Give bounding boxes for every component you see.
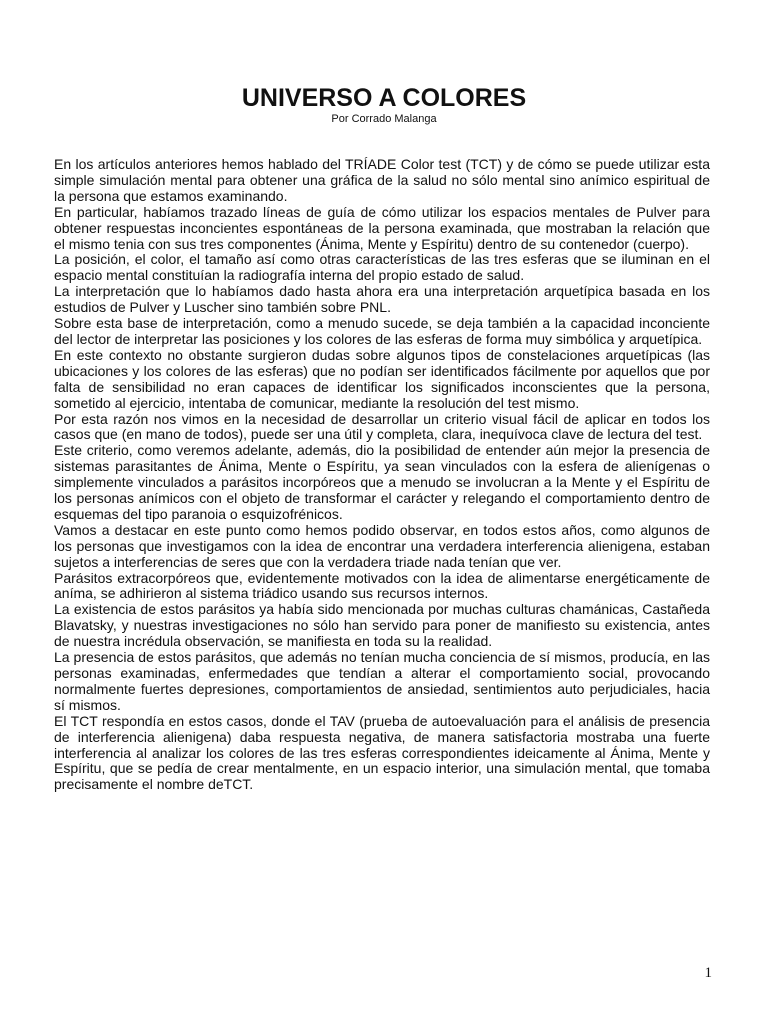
paragraph: Por esta razón nos vimos en la necesidad de desarrollar un criterio visual fácil de aplicar en todos los casos que (en mano de todos), puede ser una útil y completa, clara, inequívoca clave de lectura del test. <box>54 410 710 443</box>
paragraph: Este criterio, como veremos adelante, además, dio la posibilidad de entender aún mejor la presencia de sistemas parasitantes de Ánima, Mente o Espíritu, ya sean vinculados con la esfera de alienígenas o simplemente vinculados a parásitos incorpóreos que a menudo se involucran a la Mente y el Espíritu de los personas anímicos con el objeto de transformar el carácter y relegando el comportamiento dentro de esquemas del tipo paranoia o esquizofrénicos. <box>54 442 710 522</box>
paragraph: Sobre esta base de interpretación, como a menudo sucede, se deja también a la capacidad inconciente del lector de interpretar las posiciones y los colores de las esferas de forma muy simbólica y arquetípica. <box>54 315 710 347</box>
document-author: Por Corrado Malanga <box>331 113 437 125</box>
document-body <box>54 157 710 793</box>
paragraph: La existencia de estos parásitos ya había sido mencionada por muchas culturas chamánicas, Castañeda Blavatsky, y nuestras investigaciones no sólo han servido para poner de manifiesto su existencia, antes de nuestra incrédula observación, se manifiesta en toda su la realidad. <box>54 601 710 650</box>
page-number: 1 <box>704 965 712 981</box>
paragraph: Vamos a destacar en este punto como hemos podido observar, en todos estos años, como algunos de los personas que investigamos con la idea de encontrar una verdadera interferencia alienigena, estaban sujetos a interferencias de seres que con la verdadera triade nada tenían que ver. <box>54 521 710 570</box>
paragraph: Parásitos extracorpóreos que, evidentemente motivados con la idea de alimentarse energéticamente de aníma, se adhirieron al sistema triádico usando sus recursos internos. <box>54 569 710 602</box>
paragraph: La presencia de estos parásitos, que además no tenían mucha conciencia de sí mismos, producía, en las personas examinadas, enfermedades que tendían a alterar el comportamiento social, provocando normalmente fuertes depresiones, comportamientos de ansiedad, sentimientos auto perjudiciales, hacia sí mismos. <box>54 649 710 713</box>
paragraph: En este contexto no obstante surgieron dudas sobre algunos tipos de constelaciones arquetípicas (las ubicaciones y los colores de las esferas) que no podían ser identificados fácilmente por aquellos que por falta de sensibilidad no eran capaces de identificar los significados inconscientes que la persona, sometido al ejercicio, intentaba de comunicar, mediante la resolución del test mismo. <box>54 346 710 411</box>
document-title: UNIVERSO A COLORES <box>241 84 527 112</box>
paragraph: En los artículos anteriores hemos hablado del TRÍADE Color test (TCT) y de cómo se puede utilizar esta simple simulación mental para obtener una gráfica de la salud no sólo mental sino anímico espiritual de la persona que estamos examinando. <box>54 156 710 204</box>
paragraph: La posición, el color, el tamaño así como otras características de las tres esferas que se iluminan en el espacio mental constituían la radiografía interna del propio estado de salud. <box>54 251 710 284</box>
paragraph: En particular, habíamos trazado líneas de guía de cómo utilizar los espacios mentales de Pulver para obtener respuestas inconcientes espontáneas de la persona examinada, que mostraban la relación que el mismo tenia con sus tres componentes (Ánima, Mente y Espíritu) dentro de su contenedor (cuerpo). <box>54 203 710 252</box>
paragraph: La interpretación que lo habíamos dado hasta ahora era una interpretación arquetípica basada en los estudios de Pulver y Luscher sino también sobre PNL. <box>54 283 710 316</box>
paragraph: El TCT respondía en estos casos, donde el TAV (prueba de autoevaluación para el análisis de presencia de interferencia alienigena) daba respuesta negativa, de manera satisfactoria mostraba una fuerte interferencia al analizar los colores de las tres esferas correspondientes ideicamente al Ánima, Mente y Espíritu, que se pedía de crear mentalmente, en un espacio interior, una simulación mental, que tomaba precisamente el nombre deTCT. <box>54 712 710 793</box>
